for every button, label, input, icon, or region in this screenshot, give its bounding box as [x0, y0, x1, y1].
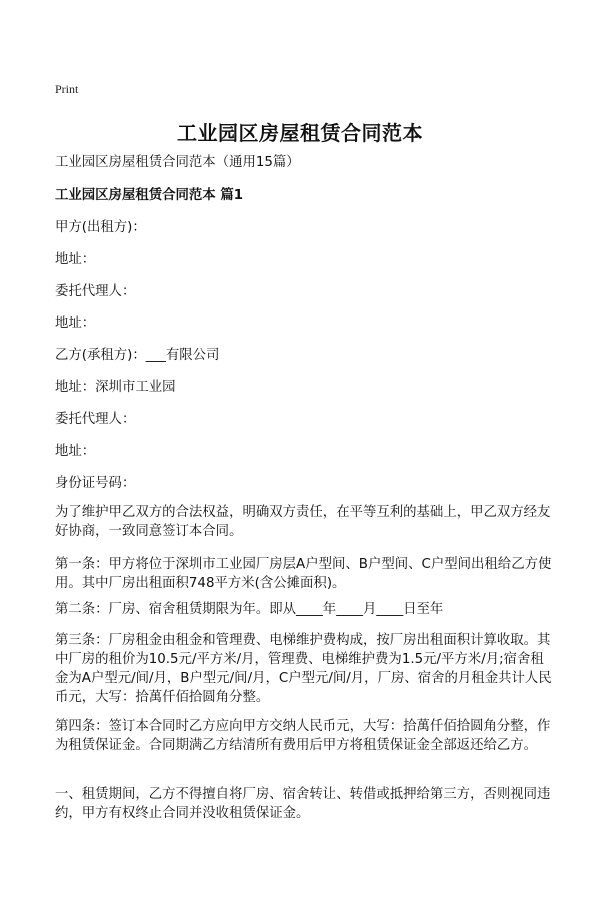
id-number-line: 身份证号码：: [55, 476, 136, 491]
article-4: 第四条：签订本合同时乙方应向甲方交纳人民币元，大写：拾萬仟佰拾圆角分整，作为租赁保证金。合同期满乙方结清所有费用后甲方将租赁保证金全部返还给乙方。: [55, 719, 551, 753]
address-line-2: 地址：: [55, 316, 96, 331]
address-line-3: 地址：深圳市工业园: [55, 380, 176, 395]
document-subtitle: 工业园区房屋租赁合同范本（通用15篇）: [55, 155, 300, 170]
print-label: Print: [55, 82, 79, 96]
article-3: 第三条：厂房租金由租金和管理费、电梯维护费构成，按厂房出租面积计算收取。其中厂房的租价为10.5元/平方米/月，管理费、电梯维护费为1.5元/平方米/月;宿舍租金为A户型元/间/月，B户型元/间/月，C户型元/间/月，厂房、宿舍的月租金共计人民币元，大写：拾萬仟佰拾圆角分整。: [55, 633, 552, 705]
address-line-4: 地址：: [55, 444, 96, 459]
intro-paragraph: 为了维护甲乙双方的合法权益，明确双方责任，在平等互利的基础上，甲乙双方经友好协商，一致同意签订本合同。: [55, 505, 551, 539]
clause-1: 一、租赁期间，乙方不得擅自将厂房、宿舍转让、转借或抵押给第三方，否则视同违约，甲方有权终止合同并没收租赁保证金。: [55, 787, 551, 821]
article-2: 第二条：厂房、宿舍租赁期限为年。即从____年____月____日至年: [55, 602, 444, 617]
article-1: 第一条：甲方将位于深圳市工业园厂房层A户型间、B户型间、C户型间出租给乙方使用。其中厂房出租面积748平方米(含公摊面积)。: [55, 557, 552, 591]
agent-line-1: 委托代理人：: [55, 284, 136, 299]
address-line-1: 地址：: [55, 252, 96, 267]
agent-line-2: 委托代理人：: [55, 412, 136, 427]
section-heading: 工业园区房屋租赁合同范本 篇1: [55, 188, 244, 203]
document-title: 工业园区房屋租赁合同范本: [177, 121, 423, 145]
party-a-line: 甲方(出租方)：: [55, 220, 146, 235]
party-b-line: 乙方(承租方)：___有限公司: [55, 348, 220, 363]
